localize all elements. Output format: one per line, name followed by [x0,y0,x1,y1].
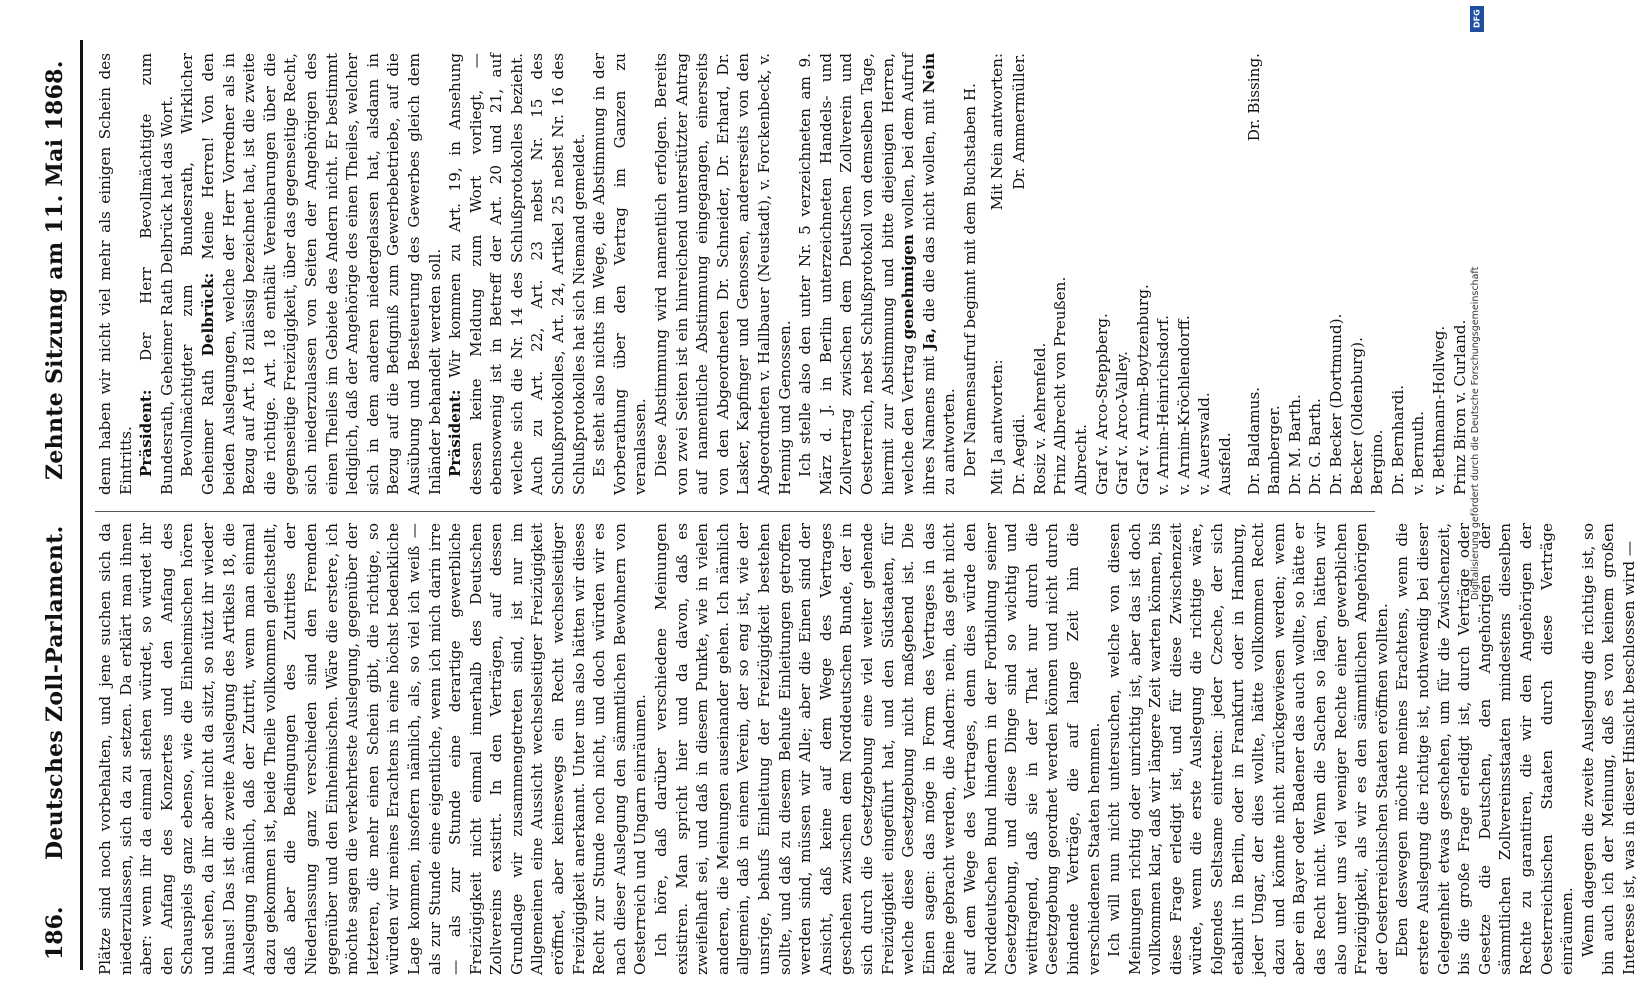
page-header [42,40,76,960]
paragraph: Ich höre, daß darüber verschiedene Meinungen existiren. Man spricht hier und da davon, daß es zweifelhaft sei, und daß in diesem Punkte, wie in vielen anderen, die Meinungen auseinander gehen. Ich nämlich allgemein, daß in einem Verein, der so eng ist, wie der unsrige, behufs Einleitung der Freizügigkeit bestehen sollte, und daß zu diesem Behufe Einleitungen getroffen werden sind, müssen wir Alle; aber die Einen sind der Ansicht, daß keine auf dem Wege des Vertrages geschehen zwischen dem Norddeutschen Bunde, der in sich durch die Gesetzgebung eine viel weiter gehende Freizügigkeit eingeführt hat, und den Südstaaten, für welche diese Gesetzgebung nicht maßgebend ist. Die Einen sagen: das möge in Form des Vertrages in das Reine gebracht werden, die Andern: nein, das geht nicht auf dem Wege des Vertrages, denn dies würde den Norddeutschen Bund hindern in der Fortbildung seiner Gesetzgebung, und diese Dinge sind so wichtig und weittragend, daß sie in der That nur durch die Gesetzgebung geordnet werden können und nicht durch bindende Verträge, die auf lange Zeit hin die verschiedenen Staaten hemmen. [652,523,1103,975]
member-name: v. Arnim-Kröchlendorff. [1174,315,1193,495]
page-number: 186. [42,906,68,960]
paragraph: Bevollmächtigter zum Bundesrath, Wirklicher Geheimer Rath Delbrück: Meine Herren! Von den beiden Auslegungen, welche der Herr Vorredner als in Bezug auf Art. 18 zulässig bezeichnet hat, ist die zweite die richtige. Art. 18 enthält Vereinbarungen über die gegenseitige Freizügigkeit, über das gegenseitige Recht, sich niederzulassen von Seiten der Angehörigen des einen Theiles im Gebiete des Andern nicht. Er bestimmt lediglich, daß der Angehörige des einen Theiles, welcher sich in dem anderen niedergelassen hat, alsdann in Bezug auf die Befugniß zum Gewerbebetriebe, auf die Ausübung und Besteuerung des Gewerbes gleich dem Inländer behandelt werden soll. [178,52,444,495]
member-name: Prinz Biron v. Curland. [1450,319,1469,495]
paragraph: Ich stelle also den unter Nr. 5 verzeichneten am 9. März d. J. in Berlin unterzeichneten Handels- und Zollvertrag zwischen dem Deutschen Zollverein und Oesterreich, nebst Schlußprotokoll von demselben Tage, hiermit zur Abstimmung und bitte diejenigen Herren, welche den Vertrag genehmigen wollen, bei dem Aufruf ihres Namens mit Ja, die die das nicht wollen, mit Nein zu antworten. [796,52,959,495]
vote-lists-b [1242,53,1471,495]
member-name: Dr. Bernhardi. [1388,384,1407,495]
member-name: Albrecht. [1071,423,1090,495]
member-name: Dr. Becker (Dortmund). [1327,313,1346,495]
vote-headers [987,53,1008,495]
paragraph: Eben deswegen möchte meines Erachtens, wenn die erstere Auslegung die richtige ist, nothwendig bei dieser Gelegenheit etwas geschehen, um für die Zwischenzeit, bis die große Frage erledigt ist, durch Verträge oder Gesetze die Deutschen, den Angehörigen der sämmtlichen Zollvereinsstaaten mindestens dieselben Rechte zu garantiren, die wir den Angehörigen der Oesterreichischen Staaten durch diese Verträge einräumen. [1393,523,1577,975]
member-name: Prinz Albrecht von Preußen. [1051,276,1070,495]
member-name: Dr. Ammermüller. [1010,53,1029,190]
speaker-label: Delbrück: [198,272,217,357]
paragraph: Plätze sind noch vorbehalten, und jene suchen sich da niederzulassen, sich da zu setzen. Da erklärt man ihnen aber: wenn ihr da einmal stehen würdet, so würdet ihr den Anfang des Konzertes und den Anfang des Schauspiels ganz ebenso, wie die Einheimischen hören und sehen, da ihr aber nicht da sitzt, so nützt ihr wieder hinaus! Das ist die zweite Auslegung des Artikels 18, die Auslegung nämlich, daß der Zutritt, wenn man einmal dazu gekommen ist, beide Theile vollkommen gleichstellt, daß aber die Bedingungen des Zutrittes der Niederlassung ganz verschieden sind den Fremden gegenüber und den Einheimischen. Wäre die erstere, ich möchte sagen die verkehrteste Auslegung, gegenüber der letzteren, die mehr einen Schein gibt, die richtige, so würden wir meines Erachtens in eine höchst bedenkliche Lage kommen, insofern nämlich, als, so viel ich weiß — als zur Stunde eine eigentliche, wenn ich mich darin irre — als zur Stunde eine derartige gewerbliche Freizügigkeit nicht einmal innerhalb des Deutschen Zollvereins existirt. In den Verträgen, auf dessen Grundlage wir zusammengetreten sind, ist nur im Allgemeinen eine Aussicht wechselseitiger Freizügigkeit eröffnet, aber keineswegs ein Recht wechselseitiger Freizügigkeit anerkannt. Unter uns also hätten wir dieses Recht zur Stunde noch nicht, und doch würden wir es nach dieser Auslegung den sämmtlichen Bewohnern von Oesterreich und Ungarn einräumen. [96,523,650,975]
paragraph: Wenn dagegen die zweite Auslegung die richtige ist, so bin auch ich der Meinung, daß es von keinem großen Interesse ist, was in dieser Hinsicht beschlossen wird — [1578,523,1638,975]
paragraph: Präsident: Wir kommen zu Art. 19, in Ansehung dessen keine Meldung zum Wort vorliegt, — ebensowenig ist in Betreff der Art. 20 und 21, auf welche sich die Nr. 14 des Schlußprotokolles bezieht. Auch zu Art. 22, Art. 23 nebst Nr. 15 des Schlußprotokolles, Art. 24, Artikel 25 nebst Nr. 16 des Schlußprotokolles hat sich Niemand gemeldet. [446,52,588,495]
ja-list [1244,314,1471,495]
paragraph: Diese Abstimmung wird namentlich erfolgen. Bereits von zwei Seiten ist ein hinreichend unterstützter Antrag auf namentliche Abstimmung eingegangen, einerseits von den Abgeordneten Dr. Schneider, Dr. Erhard, Dr. Lasker, Kapfinger und Genossen, andererseits von den Abgeordneten v. Hallbauer (Neustadt), v. Forckenbeck, v. Hennig und Genossen. [652,53,794,495]
nein-list [1009,53,1236,190]
member-name: Bamberger. [1265,405,1284,495]
member-name: Rosiz v. Aehrenfeld. [1030,342,1049,495]
member-name: Dr. G. Barth. [1306,398,1325,495]
ja-header: Mit Ja antworten: [987,359,1006,495]
header-rule [80,40,83,970]
right-column [95,52,1469,495]
running-title-right: Zehnte Sitzung am 11. Mai 1868. [42,60,68,480]
member-name: Graf v. Arco-Valley. [1113,351,1132,495]
member-name: Bergino. [1368,429,1387,495]
nein-list [1244,53,1471,141]
member-name: Becker (Oldenburg). [1347,337,1366,495]
member-name: Dr. Baldamus. [1244,386,1263,495]
member-name: Graf v. Arco-Steppberg. [1092,313,1111,495]
speaker-label: Präsident: [137,389,156,477]
paragraph: Es steht also nichts im Wege, die Abstimmung in der Vorberathung über den Vertrag im Ganzen zu veranlassen. [590,53,650,495]
member-name: Ausfeld. [1216,432,1235,495]
speaker-label: Präsident: [446,389,465,477]
ja-list [1009,277,1236,495]
left-column [95,523,1638,975]
column-divider [95,511,1375,512]
member-name: v. Auerswald. [1195,392,1214,495]
member-name: Dr. Aegidi. [1010,413,1029,495]
member-name: v. Bernuth. [1409,410,1428,495]
paragraph: Ich will nun nicht untersuchen, welche von diesen Meinungen richtig oder unrichtig ist, aber das ist doch vollkommen klar, daß wir längere Zeit warten können, bis diese Frage erledigt ist, und für diese Zwischenzeit würde, wenn die erste Auslegung die richtige wäre, folgendes Seltsame eintreten: jeder Czeche, der sich etablirt in Berlin, oder in Frankfurt oder in Hamburg, jeder Ungar, der dies wollte, hätte vollkommen Recht dazu und könnte nicht zurückgewiesen werden; wenn aber ein Bayer oder Badener das auch wollte, so hätte er das Recht nicht. Wenn die Sachen so lägen, hätten wir also unter uns viel weniger Rechte einer gewerblichen Freizügigkeit, als wir es den sämmtlichen Angehörigen der Oesterreichischen Staaten eröffnen wollten. [1105,523,1391,975]
paragraph: Der Namensaufruf beginnt mit dem Buchstaben H. [960,83,979,477]
member-name: v. Arnim-Heinrichsdorf. [1154,315,1173,495]
digitization-credit: Digitalisierung gefördert durch die Deutsche Forschungsgemeinschaft [1470,266,1481,600]
member-name: Dr. Bissing. [1244,53,1263,142]
paragraph: Präsident: Der Herr Bevollmächtigte zum Bundesrath, Geheimer Rath Delbrück hat das Wort. [137,53,176,495]
member-name: Dr. M. Barth. [1285,394,1304,495]
paragraph: denn haben wir nicht viel mehr als einigen Schein des Eintritts. [96,53,135,495]
running-title-left: Deutsches Zoll-Parlament. [42,525,68,860]
dfg-logo: DFG [1470,6,1484,32]
member-name: v. Bethmann-Hollweg. [1430,325,1448,495]
member-name: Graf v. Arnim-Boytzenburg. [1133,284,1152,495]
nein-header: Mit Nein antworten: [987,53,1006,211]
vote-lists [1007,53,1236,495]
